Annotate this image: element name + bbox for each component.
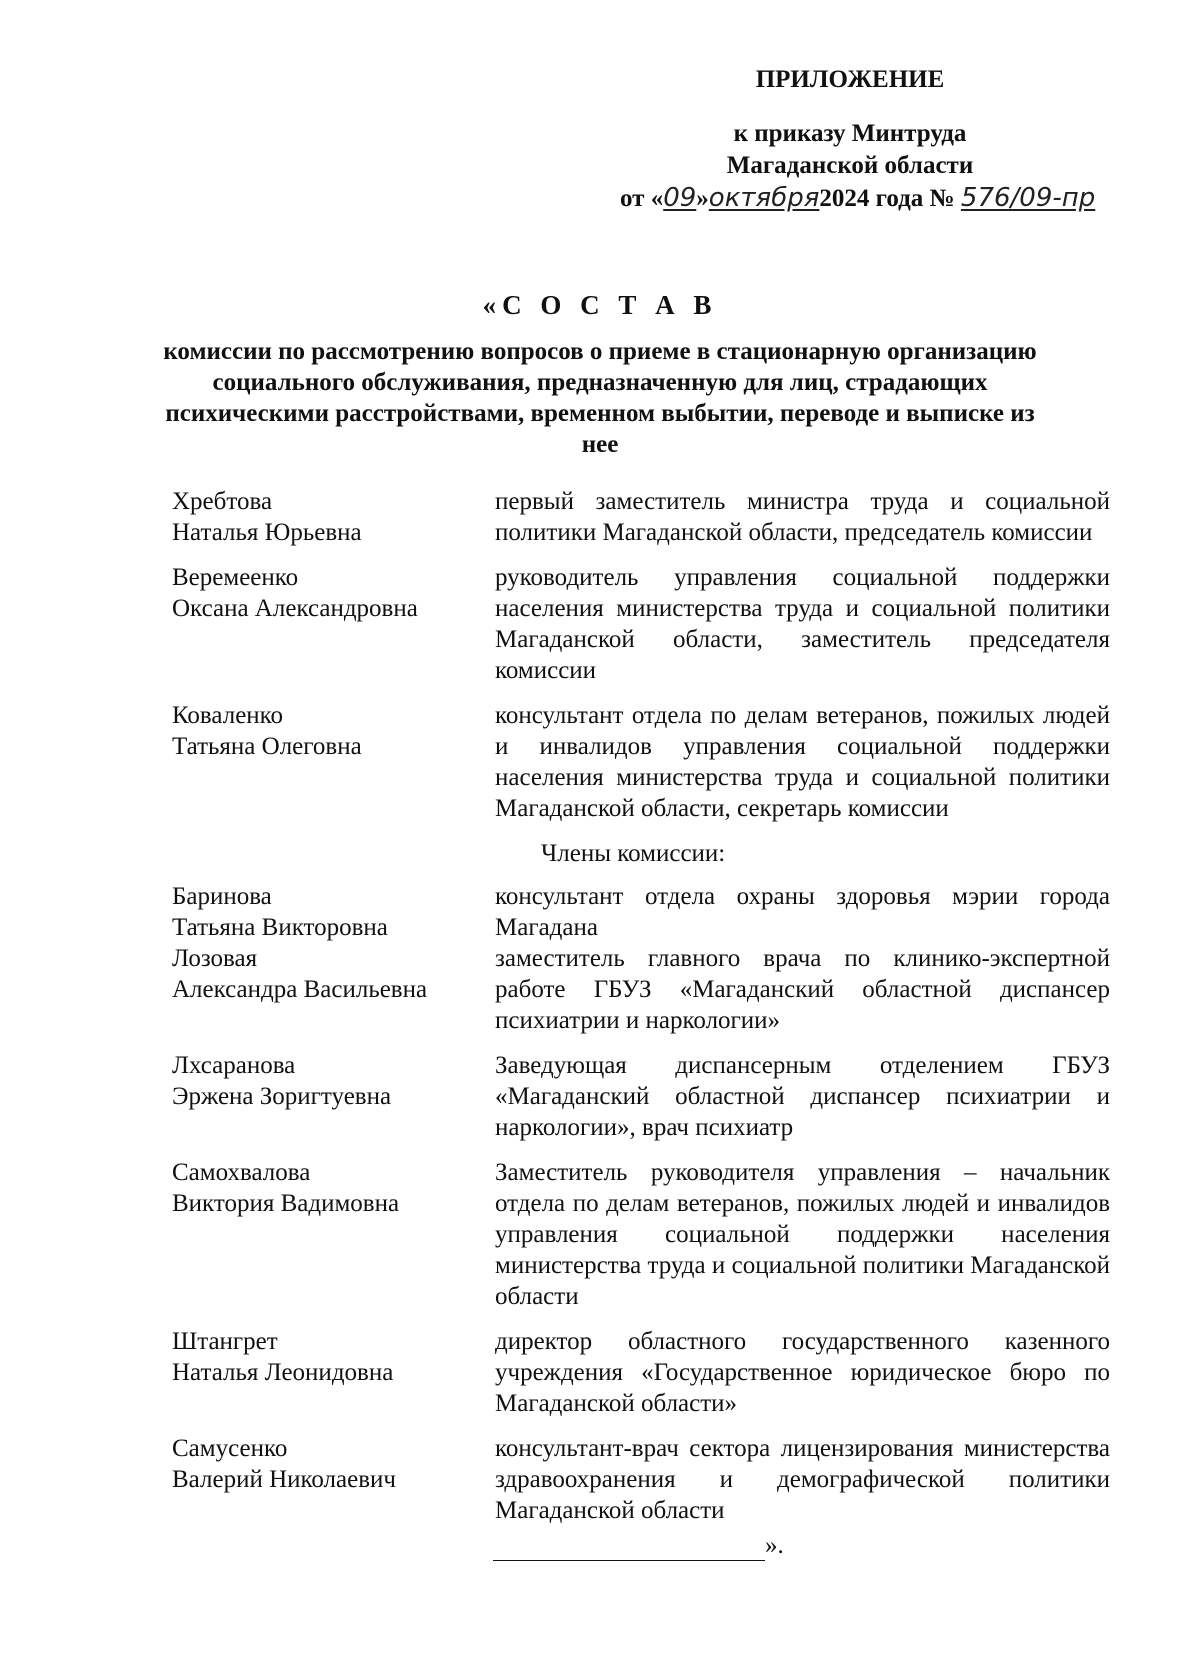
member-name [172,881,495,943]
handwritten-order-number: 576/09-пр [960,183,1096,213]
member-surname: Лхсаранова [172,1052,296,1079]
member-surname: Самохвалова [172,1159,311,1186]
member-given-name: Татьяна Викторовна [172,914,388,941]
member-row [172,1050,1112,1143]
member-given-name: Наталья Юрьевна [172,519,362,546]
member-surname: Самусенко [172,1435,288,1462]
member-row [172,1433,1112,1526]
member-name [172,486,495,548]
members-section-label: Члены комиссии: [541,840,726,867]
member-given-name: Наталья Леонидовна [172,1359,394,1386]
member-role: Заведующая диспансерным отделением ГБУЗ «Магаданский областной диспансер психиатрии и наркологии», врач психиатр [495,1052,1110,1141]
closing-quote: ». [765,1532,784,1559]
order-date-number-line [620,182,1096,215]
closing-divider-line [493,1534,765,1561]
commission-list [172,486,1112,1526]
member-name [172,1157,495,1312]
member-name [172,562,495,686]
document-subtitle: комиссии по рассмотрению вопросов о приеме в стационарную организацию социального обслуживания, предназначенную для лиц, страдающих психическими расстройствами, временном выбытии, переводе и выписке из нее [163,338,1037,458]
member-name [172,700,495,824]
member-surname: Лозовая [172,945,258,972]
member-surname: Хребтова [172,488,273,515]
order-line-2: Магаданской области [726,152,974,179]
member-given-name: Александра Васильевна [172,976,428,1003]
member-role: руководитель управления социальной поддержки населения министерства труда и социальной политики Магаданской области, заместитель председателя комиссии [495,564,1110,684]
member-row [172,1326,1112,1419]
member-row [172,562,1112,686]
member-surname: Коваленко [172,702,284,729]
member-given-name: Оксана Александровна [172,595,418,622]
member-name [172,1050,495,1143]
handwritten-month: октября [708,183,820,213]
member-role: директор областного государственного казенного учреждения «Государственное юридическое бюро по Магаданской области» [495,1328,1110,1417]
member-role: консультант отдела по делам ветеранов, пожилых людей и инвалидов управления социальной поддержки населения министерства труда и социальной политики Магаданской области, секретарь комиссии [495,702,1110,822]
member-name [172,943,495,1036]
member-row [172,943,1112,1036]
member-role: консультант отдела охраны здоровья мэрии города Магадана [495,883,1110,941]
member-row [172,700,1112,824]
member-given-name: Татьяна Олеговна [172,733,362,760]
member-given-name: Эржена Зоригтуевна [172,1083,392,1110]
appendix-header [620,64,1096,215]
member-role: первый заместитель министра труда и социальной политики Магаданской области, председатель комиссии [495,488,1110,546]
appendix-title: ПРИЛОЖЕНИЕ [755,66,945,93]
member-surname: Баринова [172,883,272,910]
document-title: «С О С Т А В [482,290,718,320]
member-surname: Веремеенко [172,564,299,591]
order-line-1: к приказу Минтруда [733,120,967,147]
closing-mark [493,1530,784,1561]
member-row [172,486,1112,548]
handwritten-day: 09 [663,183,697,213]
member-given-name: Валерий Николаевич [172,1466,396,1493]
order-date-quote: » [696,185,709,212]
member-given-name: Виктория Вадимовна [172,1190,400,1217]
member-name [172,1433,495,1526]
member-role: консультант-врач сектора лицензирования министерства здравоохранения и демографической политики Магаданской области [495,1435,1110,1524]
member-role: заместитель главного врача по клинико-экспертной работе ГБУЗ «Магаданский областной диспансер психиатрии и наркологии» [495,945,1110,1034]
member-surname: Штангрет [172,1328,278,1355]
order-date-prefix: от « [620,185,664,212]
order-year-text: 2024 года № [819,185,955,212]
member-row [172,881,1112,943]
member-name [172,1326,495,1419]
member-row [172,1157,1112,1312]
member-role: Заместитель руководителя управления – начальник отдела по делам ветеранов, пожилых людей и инвалидов управления социальной поддержки населения министерства труда и социальной политики Магаданской области [495,1159,1110,1310]
